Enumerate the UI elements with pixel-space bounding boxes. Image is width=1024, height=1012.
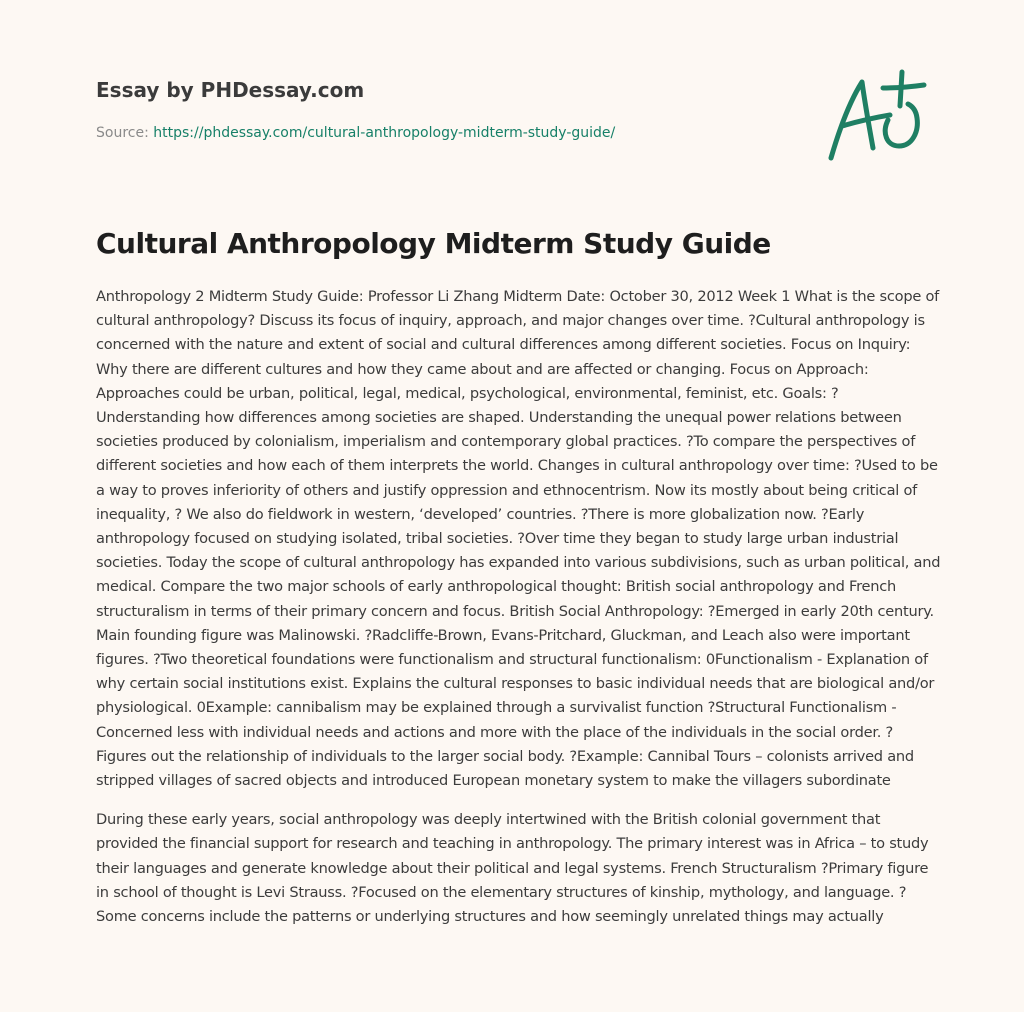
source-link[interactable]: https://phdessay.com/cultural-anthropology-midterm-study-guide/ — [153, 125, 616, 141]
essay-paragraph: Anthropology 2 Midterm Study Guide: Professor Li Zhang Midterm Date: October 30, 2012 Week 1 What is the scope of cultural anthropology? Discuss its focus of inquiry, approach, and major changes over time. ?Cultural anthropology is concerned with the nature and extent of social and cultural differences among different societies. Focus on Inquiry: Why there are different cultures and how they came about and are affected or changing. Focus on Approach: Approaches could be urban, political, legal, medical, psychological, environmental, feminist, etc. Goals: ?Understanding how differences among societies are shaped. Understanding the unequal power relations between societies produced by colonialism, imperialism and contemporary global practices. ?To compare the perspectives of different societies and how each of them interprets the world. Changes in cultural anthropology over time: ?Used to be a way to proves inferiority of others and justify oppression and ethnocentrism. Now its mostly about being critical of inequality, ? We also do fieldwork in western, ‘developed’ countries. ?There is more globalization now. ?Early anthropology focused on studying isolated, tribal societies. ?Over time they began to study large urban industrial societies. Today the scope of cultural anthropology has expanded into various subdivisions, such as urban political, and medical. Compare the two major schools of early anthropological thought: British social anthropology and French structuralism in terms of their primary concern and focus. British Social Anthropology: ?Emerged in early 20th century. Main founding figure was Malinowski. ?Radcliffe-Brown, Evans-Pritchard, Gluckman, and Leach also were important figures. ?Two theoretical foundations were functionalism and structural functionalism: 0Functionalism - Explanation of why certain social institutions exist. Explains the cultural responses to basic individual needs that are biological and/or physiological. 0Example: cannibalism may be explained through a survivalist function ?Structural Functionalism - Concerned less with individual needs and actions and more with the place of the individuals in the social order. ?Figures out the relationship of individuals to the larger social body. ?Example: Cannibal Tours – colonists arrived and stripped villages of sacred objects and introduced European monetary system to make the villagers subordinate — [96, 288, 941, 790]
site-brand: Essay by PHDessay.com — [96, 78, 365, 102]
essay-body — [96, 285, 942, 944]
essay-title: Cultural Anthropology Midterm Study Guide — [96, 227, 771, 260]
source-line — [96, 124, 796, 142]
a-plus-logo-icon — [820, 66, 930, 166]
source-label: Source: — [96, 125, 154, 141]
page-header — [96, 72, 796, 142]
essay-paragraph: During these early years, social anthropology was deeply intertwined with the British colonial government that provided the financial support for research and teaching in anthropology. The primary interest was in Africa – to study their languages and generate knowledge about their political and legal systems. French Structuralism ?Primary figure in school of thought is Levi Strauss. ?Focused on the elementary structures of kinship, mythology, and language. ?Some concerns include the patterns or underlying structures and how seemingly unrelated things may actually — [96, 811, 929, 926]
